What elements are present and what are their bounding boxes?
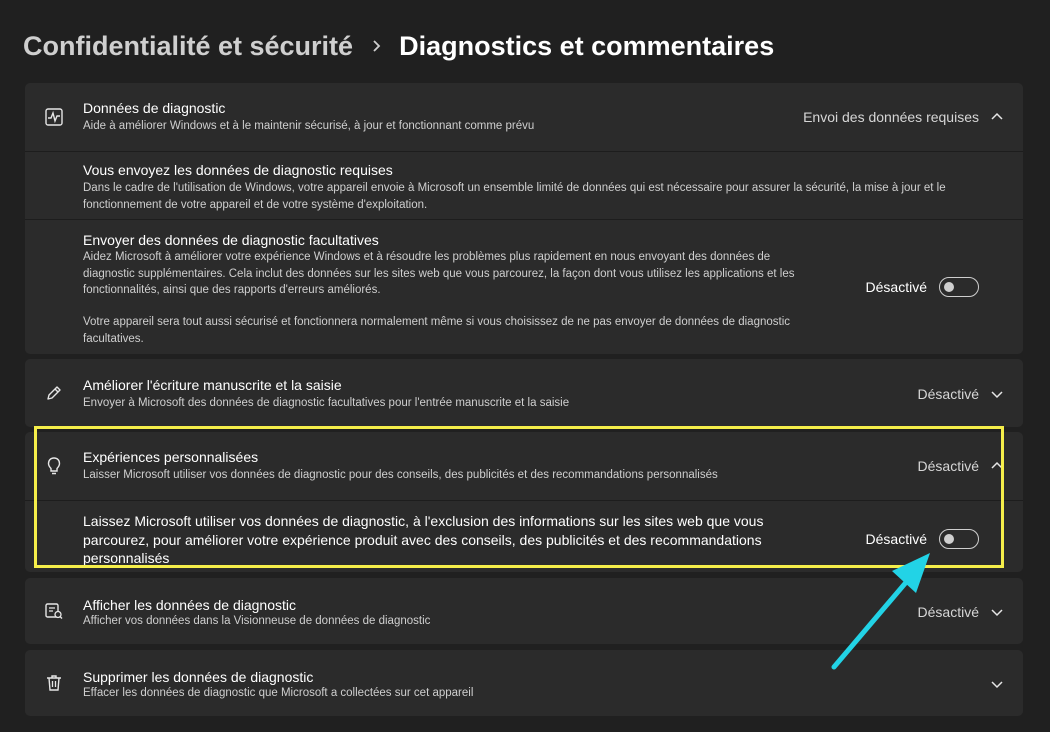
breadcrumb [23, 26, 774, 66]
delete-data-card[interactable] [25, 650, 1023, 716]
chevron-down-icon[interactable] [989, 604, 1005, 620]
optional-data-text: Aidez Microsoft à améliorer votre expérience Windows et à résoudre les problèmes plus rapidement en nous envoyant des données de diagnostic supplémentaires. Cela inclut des données sur les sites web que vous parcourez, la façon dont vous utilisez les applications et les fonctionnalités, ainsi que des rapports d'erreurs améliorés. [83, 251, 795, 296]
optional-data-toggle-label: Désactivé [865, 279, 927, 295]
delete-data-subtitle: Effacer les données de diagnostic que Microsoft a collectées sur cet appareil [83, 687, 474, 699]
tailored-experiences-subtitle: Laisser Microsoft utiliser vos données de diagnostic pour des conseils, des publicités et des recommandations personnalisés [83, 469, 718, 481]
tailored-experiences-title: Expériences personnalisées [83, 449, 259, 465]
chevron-down-icon[interactable] [989, 386, 1005, 402]
pen-icon [43, 382, 65, 404]
lightbulb-icon [43, 455, 65, 477]
chevron-down-icon[interactable] [989, 676, 1005, 692]
handwriting-header[interactable] [25, 359, 1023, 427]
chevron-right-icon [371, 39, 383, 53]
diagnostic-data-header[interactable] [25, 83, 1023, 151]
breadcrumb-parent[interactable]: Confidentialité et sécurité [23, 31, 354, 61]
tailored-experiences-toggle[interactable] [939, 529, 979, 549]
required-data-title: Vous envoyez les données de diagnostic requises [83, 162, 393, 178]
handwriting-status: Désactivé [917, 386, 979, 402]
tailored-experiences-card [25, 432, 1023, 572]
pulse-chart-icon [43, 106, 65, 128]
handwriting-subtitle: Envoyer à Microsoft des données de diagnostic facultatives pour l'entrée manuscrite et la saisie [83, 397, 570, 409]
diagnostic-data-subtitle: Aide à améliorer Windows et à le maintenir sécurisé, à jour et fonctionnant comme prévu [83, 120, 535, 132]
page-title: Diagnostics et commentaires [399, 31, 775, 61]
handwriting-card[interactable] [25, 359, 1023, 427]
view-data-title: Afficher les données de diagnostic [83, 597, 296, 613]
tailored-experiences-status: Désactivé [917, 458, 979, 474]
tailored-experiences-header[interactable] [25, 432, 1023, 500]
tailored-experiences-detail [25, 500, 1023, 572]
diagnostic-data-status: Envoi des données requises [803, 109, 979, 125]
chevron-up-icon[interactable] [989, 109, 1005, 125]
trash-icon [43, 672, 65, 694]
tailored-experiences-toggle-label: Désactivé [865, 531, 927, 547]
view-data-subtitle: Afficher vos données dans la Visionneuse de données de diagnostic [83, 615, 431, 627]
view-data-card[interactable] [25, 578, 1023, 644]
chevron-up-icon[interactable] [989, 458, 1005, 474]
view-data-status: Désactivé [917, 604, 979, 620]
handwriting-title: Améliorer l'écriture manuscrite et la saisie [83, 377, 342, 393]
optional-data-note: Votre appareil sera tout aussi sécurisé et fonctionnera normalement même si vous choisissez de ne pas envoyer de données de diagnostic facultatives. [83, 316, 791, 345]
diagnostic-data-card [25, 83, 1023, 354]
optional-data-title: Envoyer des données de diagnostic facultatives [83, 232, 379, 248]
tailored-experiences-detail-text: Laissez Microsoft utiliser vos données de diagnostic, à l'exclusion des informations sur les sites web que vous parcourez, pour améliorer votre expérience produit avec des conseils, des publicités et des recommandations personnalisés [83, 513, 764, 566]
optional-data-row [25, 219, 1023, 354]
document-search-icon [43, 600, 65, 622]
required-data-row [25, 151, 1023, 219]
diagnostic-data-title: Données de diagnostic [83, 100, 226, 116]
delete-data-title: Supprimer les données de diagnostic [83, 669, 314, 685]
delete-data-header[interactable] [25, 650, 1023, 716]
view-data-header[interactable] [25, 578, 1023, 644]
optional-data-toggle[interactable] [939, 277, 979, 297]
required-data-text: Dans le cadre de l'utilisation de Windows, votre appareil envoie à Microsoft un ensemble limité de données qui est nécessaire pour assurer la sécurité, la mise à jour et le fonctionnement de votre appareil et de votre système d'exploitation. [83, 182, 946, 211]
